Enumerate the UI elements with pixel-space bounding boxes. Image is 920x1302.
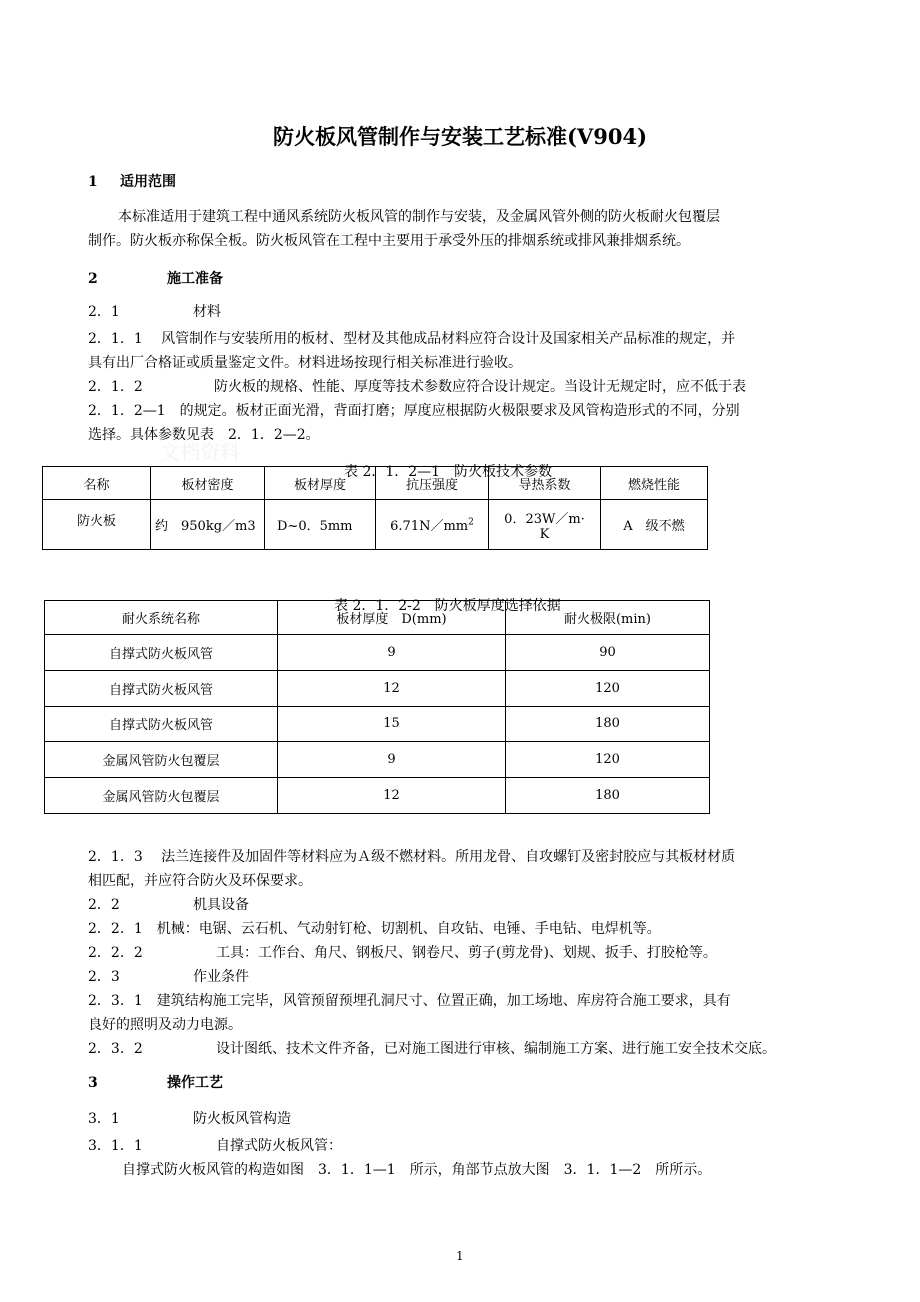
table-1-header-cell: 抗压强度 — [376, 467, 489, 500]
section-1-number: 1 — [88, 174, 98, 190]
table-2-cell-system: 自撑式防火板风管 — [45, 635, 278, 671]
table-2-cell-system: 金属风管防火包覆层 — [45, 778, 278, 814]
table-2-cell-thickness: 9 — [278, 635, 506, 671]
section-2-1-number: 2．1 — [88, 304, 120, 320]
table-2-cell-thickness: 12 — [278, 670, 506, 706]
section-2-1-2-line-1: 防火板的规格、性能、厚度等技术参数应符合设计规定。当设计无规定时，应不低于表 — [214, 379, 746, 395]
page-title: 防火板风管制作与安装工艺标准(V904) — [273, 124, 647, 149]
table-2-cell-limit: 90 — [506, 635, 710, 671]
table-2-caption: 表 2．1．2-2 防火板厚度选择依据 — [334, 598, 561, 614]
table-2 — [44, 600, 710, 814]
section-2-2-heading: 机具设备 — [193, 897, 249, 913]
table-1-header-cell: 板材厚度 — [265, 467, 376, 500]
section-2-3-heading: 作业条件 — [193, 969, 249, 985]
table-1 — [42, 466, 708, 550]
section-2-1-3-line-2: 相匹配，并应符合防火及环保要求。 — [88, 873, 312, 889]
section-3-number: 3 — [88, 1075, 98, 1091]
table-1-header-cell: 燃烧性能 — [601, 467, 708, 500]
section-1-para-line-2: 制作。防火板亦称保全板。防火板风管在工程中主要用于承受外压的排烟系统或排风兼排烟系统。 — [88, 233, 690, 249]
table-2-cell-system: 金属风管防火包覆层 — [45, 742, 278, 778]
section-2-3-1-line-2: 良好的照明及动力电源。 — [88, 1017, 242, 1033]
table-2-cell-thickness: 9 — [278, 742, 506, 778]
table-1-cell-thickness: D~0．5mm — [265, 500, 376, 550]
section-1-heading: 适用范围 — [120, 174, 176, 190]
section-2-3-2-number: 2．3．2 — [88, 1041, 143, 1057]
table-row — [43, 500, 708, 550]
table-1-header-row — [43, 467, 708, 500]
section-3-1-number: 3．1 — [88, 1111, 120, 1127]
table-2-header-cell: 耐火极限(min) — [506, 601, 710, 635]
section-2-1-1-line-1: 2．1．1 风管制作与安装所用的板材、型材及其他成品材料应符合设计及国家相关产品标准的规定，并 — [88, 331, 736, 347]
strength-value: 6.71N／mm — [390, 519, 469, 534]
section-2-1-3-line-1: 2．1．3 法兰连接件及加固件等材料应为Ａ级不燃材料。所用龙骨、自攻螺钉及密封胶应与其板材材质 — [88, 849, 736, 865]
table-1-caption: 表 2．1．2—1 防火板技术参数 — [344, 464, 553, 480]
section-2-2-number: 2．2 — [88, 897, 120, 913]
table-2-cell-system: 自撑式防火板风管 — [45, 706, 278, 742]
section-2-3-1-line-1: 2．3．1 建筑结构施工完毕，风管预留预埋孔洞尺寸、位置正确，加工场地、库房符合施工要求，具有 — [88, 993, 731, 1009]
table-row — [45, 635, 710, 671]
section-3-1-1-number: 3．1．1 — [88, 1138, 143, 1154]
watermark-text: 文档资料 — [160, 440, 240, 464]
section-3-heading: 操作工艺 — [167, 1075, 223, 1091]
table-2-cell-thickness: 15 — [278, 706, 506, 742]
section-2-1-heading: 材料 — [193, 304, 221, 320]
table-2-cell-limit: 180 — [506, 778, 710, 814]
conductivity-line-1: 0．23W／m· — [504, 511, 585, 527]
section-3-1-1-heading: 自撑式防火板风管： — [216, 1138, 342, 1154]
section-2-1-2-line-3: 选择。具体参数见表 2．1．2—2。 — [88, 427, 320, 443]
table-2-header-cell: 板材厚度 D(mm) — [278, 601, 506, 635]
section-2-1-1-line-2: 具有出厂合格证或质量鉴定文件。材料进场按现行相关标准进行验收。 — [88, 355, 522, 371]
table-row — [45, 778, 710, 814]
table-1-header-cell: 名称 — [43, 467, 151, 500]
section-1-para-line-1: 本标准适用于建筑工程中通风系统防火板风管的制作与安装，及金属风管外侧的防火板耐火包覆层 — [118, 209, 720, 225]
section-3-1-heading: 防火板风管构造 — [193, 1111, 291, 1127]
section-2-2-2-number: 2．2．2 — [88, 945, 143, 961]
table-2-cell-thickness: 12 — [278, 778, 506, 814]
section-2-heading: 施工准备 — [167, 271, 223, 287]
table-1-cell-conductivity — [489, 500, 601, 550]
table-2-cell-system: 自撑式防火板风管 — [45, 670, 278, 706]
table-2-cell-limit: 120 — [506, 670, 710, 706]
table-1-cell-density: 约 950kg／m3 — [151, 500, 265, 550]
section-2-1-2-number: 2．1．2 — [88, 379, 143, 395]
table-1-cell-strength — [376, 500, 489, 550]
section-2-2-1: 2．2．1 机械：电锯、云石机、气动射钉枪、切割机、自攻钻、电锤、手电钻、电焊机等。 — [88, 921, 661, 937]
table-2-cell-limit: 120 — [506, 742, 710, 778]
table-1-header-cell: 导热系数 — [489, 467, 601, 500]
table-1-cell-combustion: A 级不燃 — [601, 500, 708, 550]
table-2-header-cell: 耐火系统名称 — [45, 601, 278, 635]
table-1-header-cell: 板材密度 — [151, 467, 265, 500]
section-2-1-2-line-2: 2．1．2—1 的规定。板材正面光滑，背面打磨；厚度应根据防火极限要求及风管构造形式的不同，分别 — [88, 403, 740, 419]
table-2-cell-limit: 180 — [506, 706, 710, 742]
table-row — [45, 670, 710, 706]
table-1-cell-name: 防火板 — [43, 500, 151, 550]
page-number: 1 — [456, 1249, 464, 1263]
section-2-3-2: 设计图纸、技术文件齐备，已对施工图进行审核、编制施工方案、进行施工安全技术交底。 — [216, 1041, 776, 1057]
section-2-number: 2 — [88, 271, 98, 287]
section-2-3-number: 2．3 — [88, 969, 120, 985]
table-row — [45, 706, 710, 742]
table-2-header-row — [45, 601, 710, 635]
strength-unit-exponent: 2 — [468, 517, 474, 528]
conductivity-line-2: K — [539, 526, 550, 542]
table-row — [45, 742, 710, 778]
section-2-2-2: 工具：工作台、角尺、钢板尺、钢卷尺、剪子(剪龙骨)、划规、扳手、打胶枪等。 — [216, 945, 717, 961]
section-3-1-1-description: 自撑式防火板风管的构造如图 3．1．1—1 所示，角部节点放大图 3．1．1—2 所所示。 — [122, 1162, 712, 1178]
